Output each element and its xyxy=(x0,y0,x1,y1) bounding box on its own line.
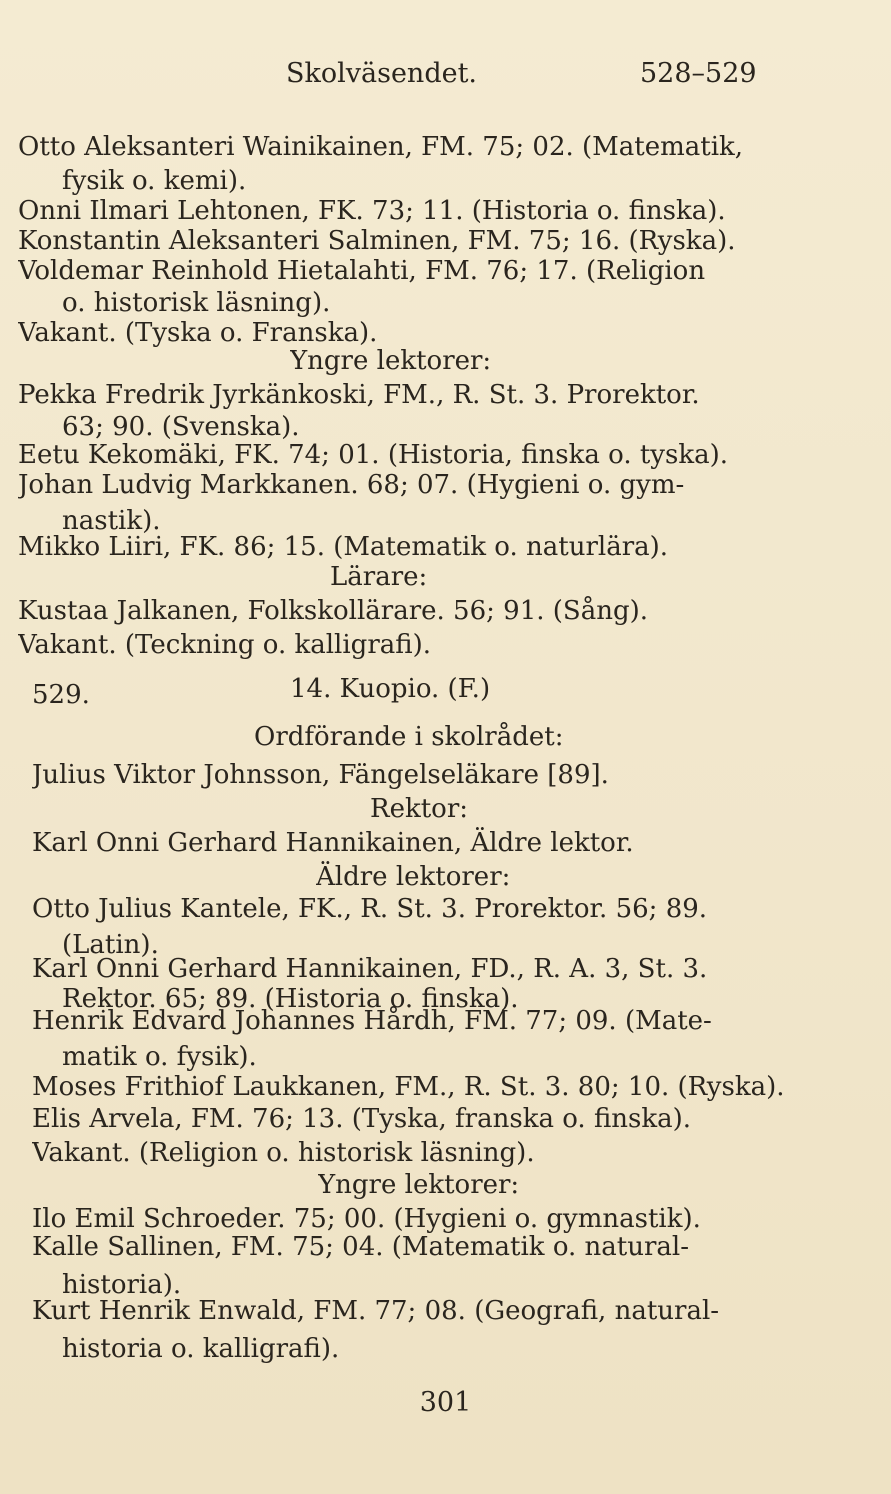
entry-line: Kustaa Jalkanen, Folkskollärare. 56; 91. (Sång). xyxy=(18,596,649,626)
entry-line: Kalle Sallinen, FM. 75; 04. (Matematik o. natural- xyxy=(32,1232,690,1262)
subheading: Yngre lektorer: xyxy=(318,1170,520,1200)
subheading: Rektor: xyxy=(370,794,469,824)
running-header: Skolväsendet. xyxy=(286,58,478,89)
entry-line: Pekka Fredrik Jyrkänkoski, FM., R. St. 3. Prorektor. xyxy=(18,380,700,410)
entry-line: Karl Onni Gerhard Hannikainen, Äldre lektor. xyxy=(32,828,634,858)
entry-line: Elis Arvela, FM. 76; 13. (Tyska, franska o. finska). xyxy=(32,1104,692,1134)
subheading: Yngre lektorer: xyxy=(290,346,492,376)
entry-line: fysik o. kemi). xyxy=(62,166,247,196)
subheading: Ordförande i skolrådet: xyxy=(254,722,564,752)
entry-line: historia). xyxy=(62,1270,182,1300)
page-range: 528–529 xyxy=(640,58,757,89)
entry-line: Vakant. (Teckning o. kalligrafi). xyxy=(18,630,432,660)
entry-line: Rektor. 65; 89. (Historia o. finska). xyxy=(62,984,519,1014)
page-number: 301 xyxy=(419,1387,472,1418)
subheading: Lärare: xyxy=(330,562,428,592)
entry-line: Johan Ludvig Markkanen. 68; 07. (Hygieni o. gym- xyxy=(18,470,685,500)
entry-line: Eetu Kekomäki, FK. 74; 01. (Historia, finska o. tyska). xyxy=(18,440,728,470)
subheading: Äldre lektorer: xyxy=(316,862,511,892)
section-number: 529. xyxy=(32,680,90,710)
entry-line: nastik). xyxy=(62,506,161,536)
entry-line: matik o. fysik). xyxy=(62,1042,257,1072)
entry-line: (Latin). xyxy=(62,930,159,960)
entry-line: Henrik Edvard Johannes Hårdh, FM. 77; 09. (Mate- xyxy=(32,1006,712,1036)
entry-line: historia o. kalligrafi). xyxy=(62,1334,340,1364)
entry-line: Moses Frithiof Laukkanen, FM., R. St. 3. 80; 10. (Ryska). xyxy=(32,1072,785,1102)
entry-line: Karl Onni Gerhard Hannikainen, FD., R. A. 3, St. 3. xyxy=(32,954,708,984)
entry-line: o. historisk läsning). xyxy=(62,288,331,318)
entry-line: Kurt Henrik Enwald, FM. 77; 08. (Geografi, natural- xyxy=(32,1296,720,1326)
entry-line: Vakant. (Religion o. historisk läsning). xyxy=(32,1138,535,1168)
entry-line: 63; 90. (Svenska). xyxy=(62,412,300,442)
entry-line: Julius Viktor Johnsson, Fängelseläkare [89]. xyxy=(32,760,609,790)
entry-line: Mikko Liiri, FK. 86; 15. (Matematik o. naturlära). xyxy=(18,532,669,562)
entry-line: Vakant. (Tyska o. Franska). xyxy=(18,318,378,348)
entry-line: Voldemar Reinhold Hietalahti, FM. 76; 17. (Religion xyxy=(18,256,706,286)
entry-line: Otto Aleksanteri Wainikainen, FM. 75; 02. (Matematik, xyxy=(18,132,744,162)
entry-line: Onni Ilmari Lehtonen, FK. 73; 11. (Historia o. finska). xyxy=(18,196,726,226)
entry-line: Ilo Emil Schroeder. 75; 00. (Hygieni o. gymnastik). xyxy=(32,1204,701,1234)
entry-line: Konstantin Aleksanteri Salminen, FM. 75; 16. (Ryska). xyxy=(18,226,736,256)
entry-line: Otto Julius Kantele, FK., R. St. 3. Prorektor. 56; 89. xyxy=(32,894,708,924)
section-title: 14. Kuopio. (F.) xyxy=(290,674,491,704)
